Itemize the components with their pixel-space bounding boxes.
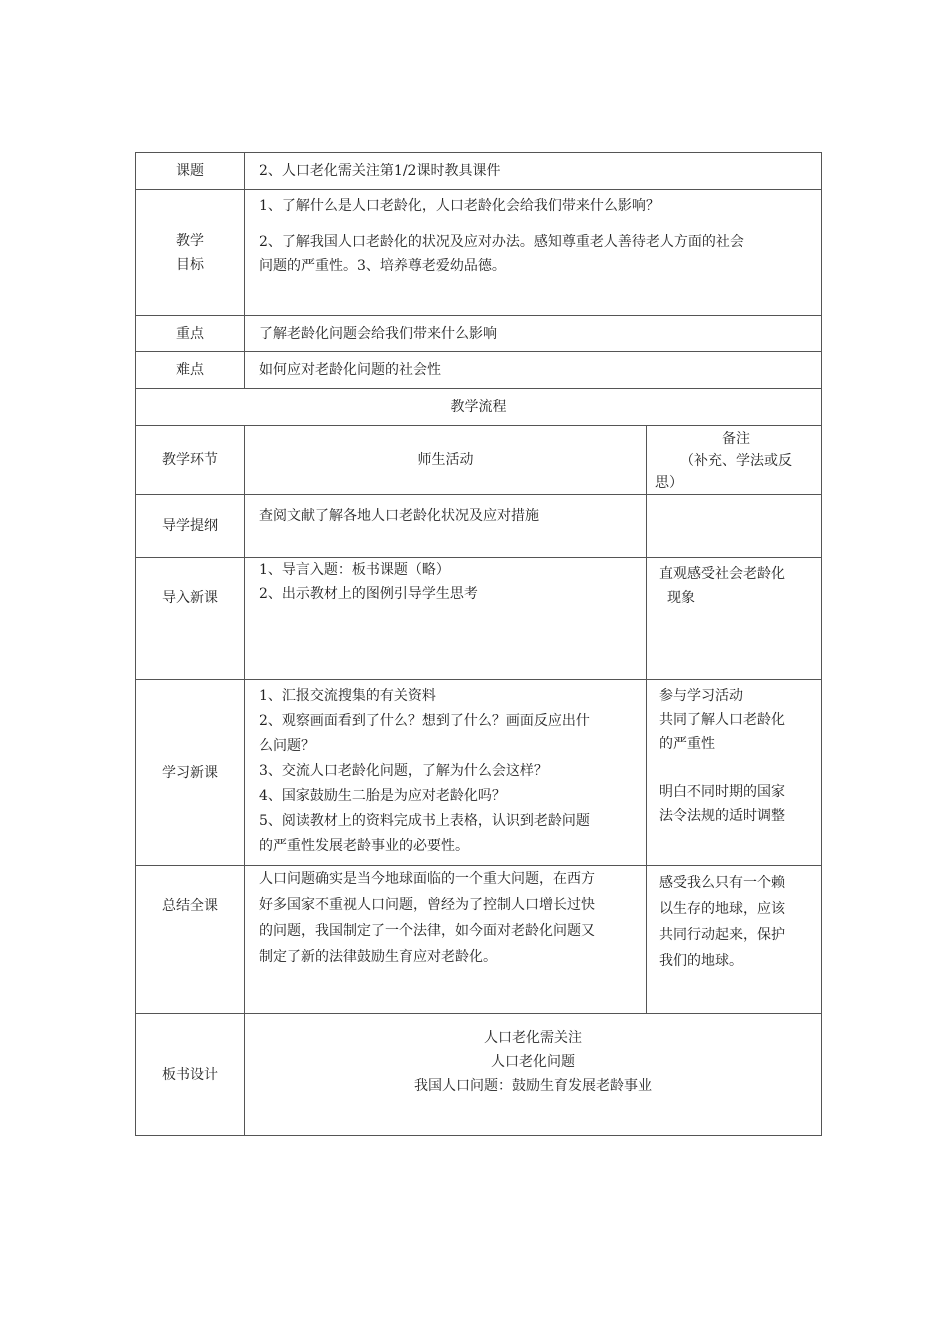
- board-line-3: 我国人口问题：鼓励生育发展老龄事业: [414, 1078, 652, 1094]
- stage-label: 导入新课: [136, 558, 245, 680]
- header-stage: 教学环节: [136, 426, 245, 495]
- objective-line-2: 2、了解我国人口老龄化的状况及应对办法。感知尊重老人善待老人方面的社会: [259, 234, 744, 250]
- activity-cell: [245, 558, 647, 680]
- header-notes-sub-2: 思）: [655, 475, 683, 491]
- key-point-label: 重点: [136, 316, 245, 352]
- note-line: 以生存的地球，应该: [659, 901, 785, 917]
- difficulty-label: 难点: [136, 352, 245, 389]
- note-line: 我们的地球。: [659, 953, 743, 969]
- process-title: 教学流程: [136, 389, 822, 426]
- note-line: 参与学习活动: [659, 688, 743, 704]
- note-line: 明白不同时期的国家: [659, 784, 785, 800]
- key-point-row: [136, 316, 822, 352]
- header-notes-sub-1: （补充、学法或反: [680, 453, 792, 469]
- note-line: 共同了解人口老龄化: [659, 712, 785, 728]
- process-title-row: [136, 389, 822, 426]
- note-line: 现象: [667, 590, 695, 606]
- header-notes: [647, 426, 822, 495]
- note-line: 法令法规的适时调整: [659, 808, 785, 824]
- notes-cell: [647, 495, 822, 558]
- objective-line-1: 1、了解什么是人口老龄化，人口老龄化会给我们带来什么影响？: [259, 198, 660, 214]
- header-row: [136, 426, 822, 495]
- course-value: 2、人口老化需关注第1/2课时教具课件: [245, 153, 822, 190]
- course-row: [136, 153, 822, 190]
- activity-line: 2、出示教材上的图例引导学生思考: [259, 586, 478, 602]
- activity-line: 的问题，我国制定了一个法律，如今面对老龄化问题又: [259, 923, 595, 939]
- activity-line: 1、导言入题：板书课题（略）: [259, 562, 450, 578]
- stage-label: 导学提纲: [136, 495, 245, 558]
- activity-line: 人口问题确实是当今地球面临的一个重大问题，在西方: [259, 871, 595, 887]
- note-line: 直观感受社会老龄化: [659, 566, 785, 582]
- difficulty-row: [136, 352, 822, 389]
- activity-line: 1、汇报交流搜集的有关资料: [259, 688, 436, 704]
- header-notes-title: 备注: [722, 431, 750, 447]
- objectives-row: [136, 190, 822, 316]
- note-line: 共同行动起来，保护: [659, 927, 785, 943]
- objectives-label-line-2: 目标: [176, 256, 204, 273]
- header-activity: 师生活动: [245, 426, 647, 495]
- activity-line: 2、观察画面看到了什么？想到了什么？画面反应出什: [259, 713, 590, 729]
- objectives-content: [245, 190, 822, 316]
- activity-line: 查阅文献了解各地人口老龄化状况及应对措施: [259, 508, 539, 524]
- objective-line-3: 问题的严重性。3、培养尊老爱幼品德。: [259, 258, 506, 274]
- activity-line: 4、国家鼓励生二胎是为应对老龄化吗？: [259, 788, 506, 804]
- objectives-label: [136, 190, 245, 316]
- board-content: [245, 1014, 822, 1136]
- activity-line: 么问题？: [259, 738, 315, 754]
- note-line: 的严重性: [659, 736, 715, 752]
- table-row: [136, 558, 822, 680]
- activity-line: 制定了新的法律鼓励生育应对老龄化。: [259, 949, 497, 965]
- activity-cell: [245, 495, 647, 558]
- stage-label: 总结全课: [136, 866, 245, 1014]
- table-row: [136, 680, 822, 866]
- activity-line: 的严重性发展老龄事业的必要性。: [259, 838, 469, 854]
- notes-cell: [647, 558, 822, 680]
- board-label: 板书设计: [136, 1014, 245, 1136]
- activity-line: 好多国家不重视人口问题，曾经为了控制人口增长过快: [259, 897, 595, 913]
- notes-cell: [647, 680, 822, 866]
- difficulty-value: 如何应对老龄化问题的社会性: [245, 352, 822, 389]
- objectives-label-line-1: 教学: [176, 232, 204, 249]
- table-row: [136, 495, 822, 558]
- stage-label: 学习新课: [136, 680, 245, 866]
- activity-cell: [245, 866, 647, 1014]
- board-line-1: 人口老化需关注: [484, 1030, 582, 1046]
- notes-cell: [647, 866, 822, 1014]
- board-row: [136, 1014, 822, 1136]
- activity-cell: [245, 680, 647, 866]
- activity-line: 5、阅读教材上的资料完成书上表格，认识到老龄问题: [259, 813, 590, 829]
- board-line-2: 人口老化问题: [491, 1054, 575, 1070]
- activity-line: 3、交流人口老龄化问题，了解为什么会这样？: [259, 763, 548, 779]
- lesson-plan-table: [135, 152, 822, 1136]
- key-point-value: 了解老龄化问题会给我们带来什么影响: [245, 316, 822, 352]
- note-line: 感受我么只有一个赖: [659, 875, 785, 891]
- table-row: [136, 866, 822, 1014]
- course-label: 课题: [136, 153, 245, 190]
